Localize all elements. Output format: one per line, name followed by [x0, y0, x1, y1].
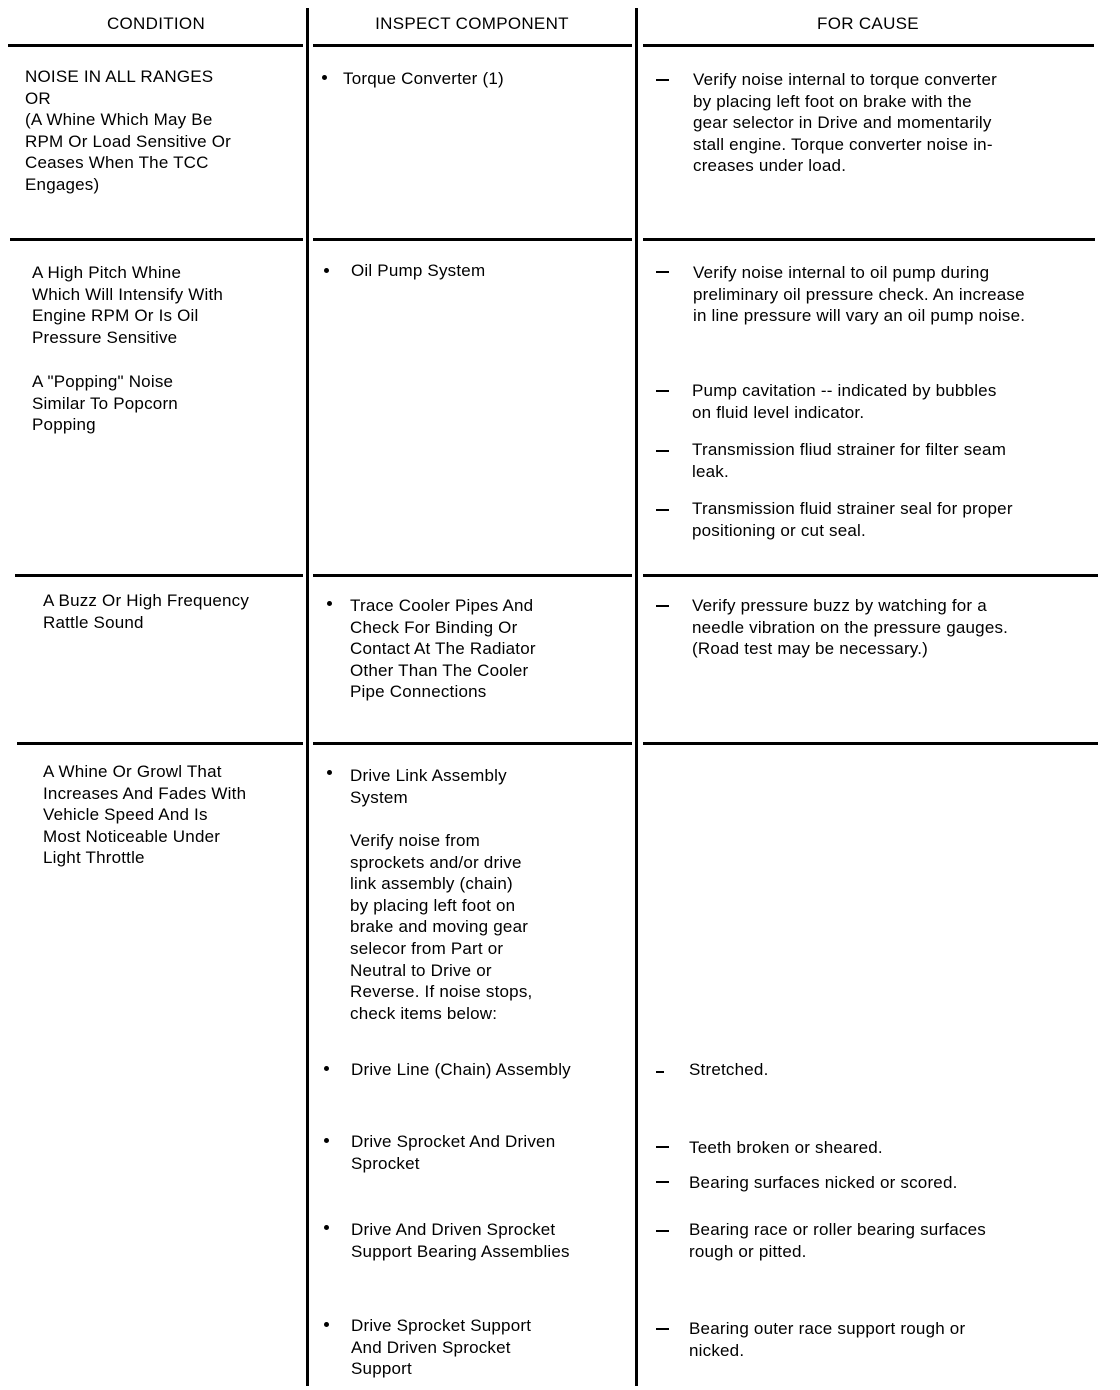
dash-icon: [656, 1071, 664, 1073]
dash-icon: [656, 79, 669, 81]
header-for-cause: FOR CAUSE: [817, 14, 919, 33]
header-rule: [313, 44, 632, 47]
dash-icon: [656, 1146, 669, 1148]
component-text: Drive Sprocket And Driven Sprocket: [351, 1132, 556, 1173]
condition-text: A High Pitch Whine Which Will Intensify With Engine RPM Or Is Oil Pressure Sensitive: [32, 263, 224, 347]
row-rule: [643, 574, 1098, 577]
header-condition: CONDITION: [106, 14, 206, 33]
header-rule: [8, 44, 303, 47]
cause-text: Pump cavitation -- indicated by bubbles on fluid level indicator.: [692, 381, 997, 422]
dash-icon: [656, 450, 669, 452]
row-rule: [17, 742, 303, 745]
dash-icon: [656, 1181, 669, 1183]
row-rule: [313, 238, 632, 241]
condition-text: A Whine Or Growl That Increases And Fades With Vehicle Speed And Is Most Noticeable Under Light Throttle: [43, 762, 247, 868]
cause-text: Transmission fluid strainer seal for proper positioning or cut seal.: [692, 499, 1013, 540]
bullet-icon: [322, 75, 327, 80]
row-rule: [15, 574, 303, 577]
header-inspect-component: INSPECT COMPONENT: [375, 14, 569, 33]
row-rule: [313, 574, 632, 577]
dash-icon: [656, 1230, 669, 1232]
component-text: Drive Link Assembly System: [350, 766, 507, 807]
column-divider-2: [635, 8, 638, 1386]
cause-text: Verify pressure buzz by watching for a needle vibration on the pressure gauges. (Road test may be necessary.): [692, 596, 1009, 659]
bullet-icon: [327, 770, 332, 775]
cause-text: Teeth broken or sheared.: [689, 1138, 883, 1157]
cause-text: Bearing outer race support rough or nicked.: [689, 1319, 966, 1360]
cause-text: Verify noise internal to oil pump during preliminary oil pressure check. An increase in line pressure will vary an oil pump noise.: [693, 263, 1026, 326]
bullet-icon: [324, 1066, 329, 1071]
component-text: Drive Sprocket Support And Driven Sprocket Support: [351, 1316, 532, 1379]
header-rule: [643, 44, 1094, 47]
cause-text: Stretched.: [689, 1060, 769, 1079]
bullet-icon: [324, 1322, 329, 1327]
dash-icon: [656, 390, 669, 392]
bullet-icon: [324, 1138, 329, 1143]
cause-text: Bearing surfaces nicked or scored.: [689, 1173, 958, 1192]
bullet-icon: [324, 268, 329, 273]
component-text: Oil Pump System: [351, 261, 486, 280]
cause-text: Bearing race or roller bearing surfaces rough or pitted.: [689, 1220, 986, 1261]
bullet-icon: [327, 601, 332, 606]
condition-text: A "Popping" Noise Similar To Popcorn Popping: [32, 372, 178, 435]
dash-icon: [656, 605, 669, 607]
row-rule: [313, 742, 632, 745]
component-text: Drive And Driven Sprocket Support Bearing Assemblies: [351, 1220, 570, 1261]
row-rule: [643, 238, 1095, 241]
dash-icon: [656, 509, 669, 511]
bullet-icon: [324, 1225, 329, 1230]
component-note: Verify noise from sprockets and/or drive link assembly (chain) by placing left foot on brake and moving gear selecor from Part or Neutral to Drive or Reverse. If noise stops, check items below:: [350, 831, 533, 1023]
cause-text: Transmission fliud strainer for filter seam leak.: [692, 440, 1007, 481]
condition-text: NOISE IN ALL RANGES OR (A Whine Which May Be RPM Or Load Sensitive Or Ceases When The TCC Engages): [25, 67, 232, 194]
column-divider-1: [306, 8, 309, 1386]
dash-icon: [656, 271, 669, 273]
dash-icon: [656, 1328, 669, 1330]
component-text: Trace Cooler Pipes And Check For Binding Or Contact At The Radiator Other Than The Cooler Pipe Connections: [350, 596, 536, 702]
row-rule: [643, 742, 1098, 745]
cause-text: Verify noise internal to torque converter by placing left foot on brake with the gear selector in Drive and momentarily stall engine. Torque converter noise in- creases under load.: [693, 70, 997, 176]
condition-text: A Buzz Or High Frequency Rattle Sound: [43, 591, 250, 632]
component-text: Drive Line (Chain) Assembly: [351, 1060, 571, 1079]
row-rule: [10, 238, 303, 241]
component-text: Torque Converter (1): [343, 69, 504, 88]
